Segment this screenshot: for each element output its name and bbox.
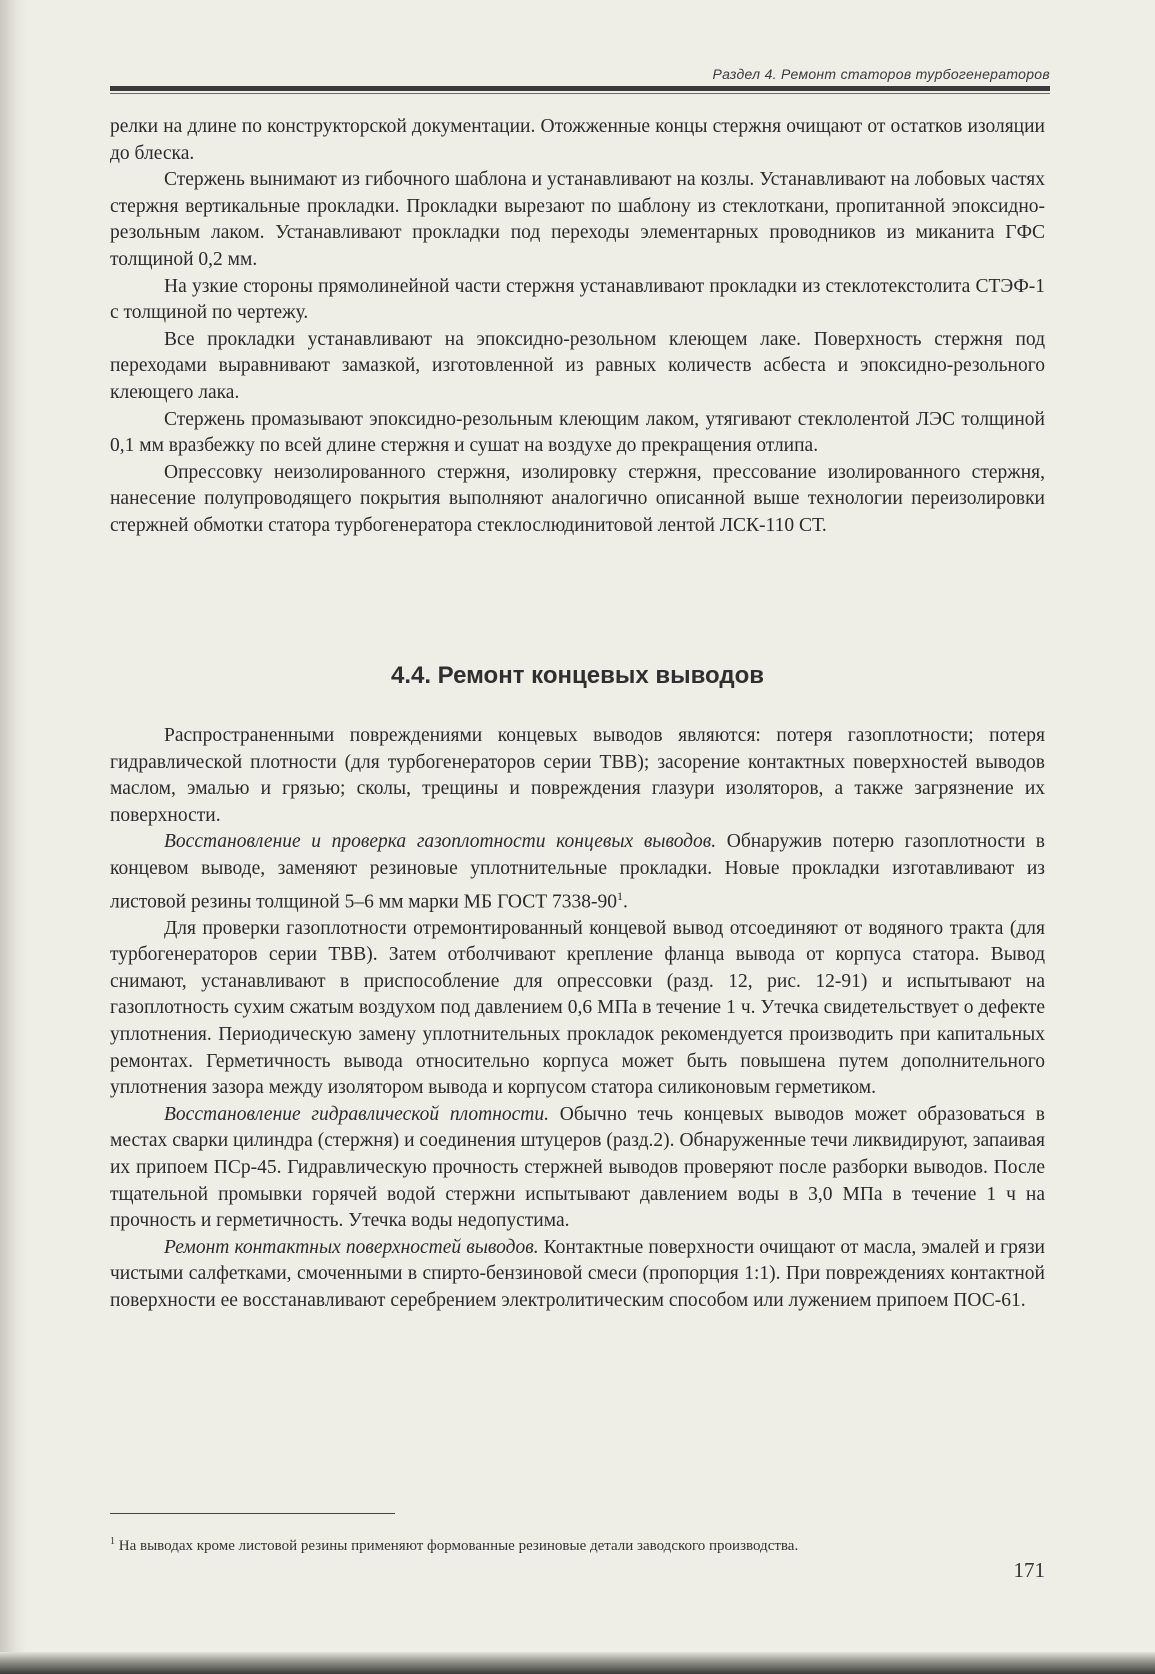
paragraph: релки на длине по конструкторской документации. Отожженные концы стержня очищают от остатков изоляции до блеска. bbox=[110, 116, 1045, 164]
paragraph: Для проверки газоплотности отремонтированный концевой вывод отсоединяют от водяного тракта (для турбогенераторов серии ТВВ). Затем отболчивают крепление фланца вывода от корпуса статора. Вывод снимают, устанавливают в приспособление для опрессовки (разд. 12, рис. 12-91) и испытывают на газоплотность сухим сжатым воздухом под давлением 0,6 МПа в течение 1 ч. Утечка свидетельствует о дефекте уплотнения. Периодическую замену уплотнительных прокладок рекомендуется производить при капитальных ремонтах. Герметичность вывода относительно корпуса может быть повышена путем дополнительного уплотнения зазора между изолятором вывода и корпусом статора силиконовым герметиком. bbox=[110, 917, 1045, 1099]
footnote-marker: 1 bbox=[110, 1536, 115, 1547]
section-text-block bbox=[110, 723, 1045, 1315]
header-rule bbox=[110, 86, 1050, 91]
page-number: 171 bbox=[1013, 1558, 1045, 1582]
footnote-reference: 1 bbox=[616, 888, 623, 903]
paragraph-lead: Ремонт контактных поверхностей выводов. bbox=[164, 1236, 539, 1258]
section-heading: 4.4. Ремонт концевых выводов bbox=[390, 662, 765, 689]
paragraph: Распространенными повреждениями концевых выводов являются: потеря газоплотности; потеря гидравлической плотности (для турбогенераторов серии ТВВ); засорение контактных поверхностей выводов маслом, эмалью и грязью; сколы, трещины и повреждения глазури изоляторов, а также загрязнение их поверхности. bbox=[110, 725, 1045, 826]
paragraph: Стержень вынимают из гибочного шаблона и устанавливают на козлы. Устанавливают на лобовых частях стержня вертикальные прокладки. Прокладки вырезают по шаблону из стеклоткани, пропитанной эпоксидно-резольным лаком. Устанавливают прокладки под переходы элементарных проводников из миканита ГФС толщиной 0,2 мм. bbox=[110, 169, 1045, 270]
page-shadow bbox=[0, 0, 26, 1674]
page-bottom-edge bbox=[0, 1652, 1155, 1674]
paragraph: Опрессовку неизолированного стержня, изолировку стержня, прессование изолированного стержня, нанесение полупроводящего покрытия выполняют аналогично описанной выше технологии переизолировки стержней обмотки статора турбогенератора стеклослюдинитовой лентой ЛСК-110 СТ. bbox=[110, 461, 1045, 536]
paragraph-body: Контактные поверхности очищают от масла, эмалей и грязи чистыми салфетками, смоченными в спирто-бензиновой смеси (пропорция 1:1). При повреждениях контактной поверхности ее восстанавливают серебрением электролитическим способом или лужением припоем ПОС-61. bbox=[110, 1236, 1045, 1311]
paragraph bbox=[110, 1235, 1045, 1315]
paragraph-end: . bbox=[622, 891, 628, 913]
footnote bbox=[110, 1532, 1045, 1556]
paragraph: На узкие стороны прямолинейной части стержня устанавливают прокладки из стеклотекстолита СТЭФ-1 с толщиной по чертежу. bbox=[110, 275, 1045, 324]
footnote-text: На выводах кроме листовой резины применяют формованные резиновые детали заводского производства. bbox=[115, 1538, 799, 1554]
paragraph bbox=[110, 1102, 1045, 1235]
paragraph: Стержень промазывают эпоксидно-резольным клеющим лаком, утягивают стеклолентой ЛЭС толщиной 0,1 мм вразбежку по всей длине стержня и сушат на воздухе до прекращения отлипа. bbox=[110, 408, 1045, 457]
paragraph: Все прокладки устанавливают на эпоксидно-резольном клеющем лаке. Поверхность стержня под переходами выравнивают замазкой, изготовленной из равных количеств асбеста и эпоксидно-резольного клеющего лака. bbox=[110, 328, 1045, 403]
paragraph bbox=[110, 829, 1045, 915]
paragraph-lead: Восстановление и проверка газоплотности концевых выводов. bbox=[164, 831, 717, 853]
top-text-block bbox=[110, 114, 1045, 540]
paragraph-lead: Восстановление гидравлической плотности. bbox=[164, 1103, 549, 1125]
paragraph-body: Обычно течь концевых выводов может образоваться в местах сварки цилиндра (стержня) и соединения штуцеров (разд.2). Обнаруженные течи ликвидируют, запаивая их припоем ПСр-45. Гидравлическую прочность стержней выводов проверяют после разборки выводов. После тщательной промывки горячей водой стержни испытывают давлением воды в 3,0 МПа в течение 1 ч на прочность и герметичность. Утечка воды недопустима. bbox=[110, 1103, 1045, 1232]
running-header: Раздел 4. Ремонт статоров турбогенераторов bbox=[712, 66, 1050, 82]
paragraph-body: Обнаружив потерю газоплотности в концевом выводе, заменяют резиновые уплотнительные прокладки. Новые прокладки изготавливают из листовой резины толщиной 5–6 мм марки МБ ГОСТ 7338-90 bbox=[110, 831, 1045, 913]
footnote-rule bbox=[110, 1513, 395, 1514]
